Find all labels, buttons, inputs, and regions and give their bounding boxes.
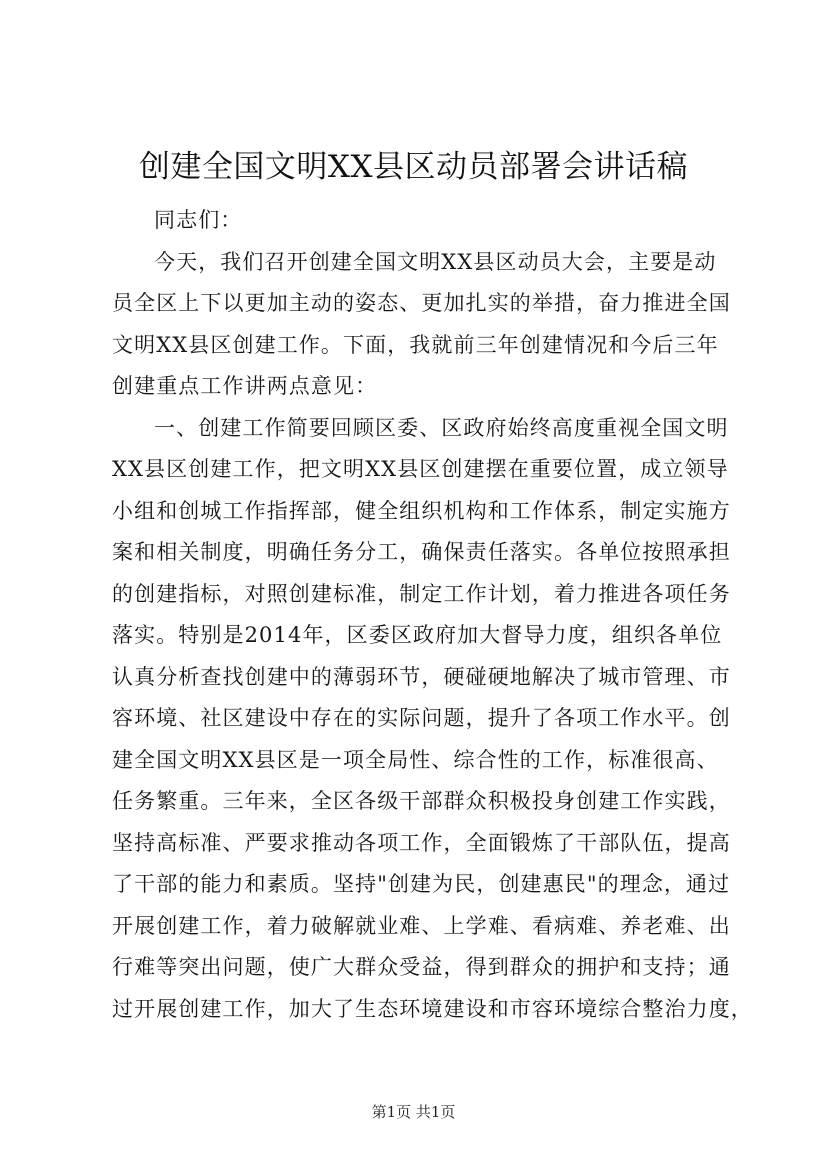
body-line: 开展创建工作，着力破解就业难、上学难、看病难、养老难、出 <box>112 913 731 938</box>
body-line: 案和相关制度，明确任务分工，确保责任落实。各单位按照承担 <box>112 540 731 564</box>
body-line: XX县区创建工作，把文明XX县区创建摆在重要位置，成立领导 <box>112 457 729 481</box>
body-line: 的创建指标，对照创建标准，制定工作计划，着力推进各项任务 <box>112 581 731 606</box>
body-line: 文明XX县区创建工作。下面，我就前三年创建情况和今后三年 <box>112 332 719 357</box>
document-title: 创建全国文明XX县区动员部署会讲话稿 <box>138 149 689 185</box>
body-line: 员全区上下以更加主动的姿态、更加扎实的举措，奋力推进全国 <box>112 291 731 315</box>
body-line: 建全国文明XX县区是一项全局性、综合性的工作，标准很高、 <box>112 747 719 772</box>
body-line: 任务繁重。三年来，全区各级干部群众积极投身创建工作实践， <box>112 789 731 813</box>
body-line: 创建重点工作讲两点意见： <box>112 374 378 398</box>
body-line: 今天，我们召开创建全国文明XX县区动员大会，主要是动 <box>154 249 717 274</box>
body-line: 小组和创城工作指挥部，健全组织机构和工作体系，制定实施方 <box>112 498 731 523</box>
body-line: 坚持高标准、严要求推动各项工作，全面锻炼了干部队伍，提高 <box>112 830 731 855</box>
body-line: 容环境、社区建设中存在的实际问题，提升了各项工作水平。创 <box>112 706 731 730</box>
document-body <box>112 200 753 1030</box>
salutation-line: 同志们： <box>154 208 243 232</box>
body-line: 落实。特别是2014年，区委区政府加大督导力度，组织各单位 <box>112 623 723 647</box>
page-indicator: 第1页 共1页 <box>371 1103 456 1121</box>
body-line: 一、创建工作简要回顾区委、区政府始终高度重视全国文明 <box>154 415 729 440</box>
body-line: 了干部的能力和素质。坚持"创建为民，创建惠民"的理念，通过 <box>112 872 731 896</box>
body-line: 认真分析查找创建中的薄弱环节，硬碰硬地解决了城市管理、市 <box>112 664 731 689</box>
body-line: 行难等突出问题，使广大群众受益，得到群众的拥护和支持；通 <box>112 955 731 979</box>
body-line: 过开展创建工作，加大了生态环境建设和市容环境综合整治力度， <box>112 996 753 1021</box>
